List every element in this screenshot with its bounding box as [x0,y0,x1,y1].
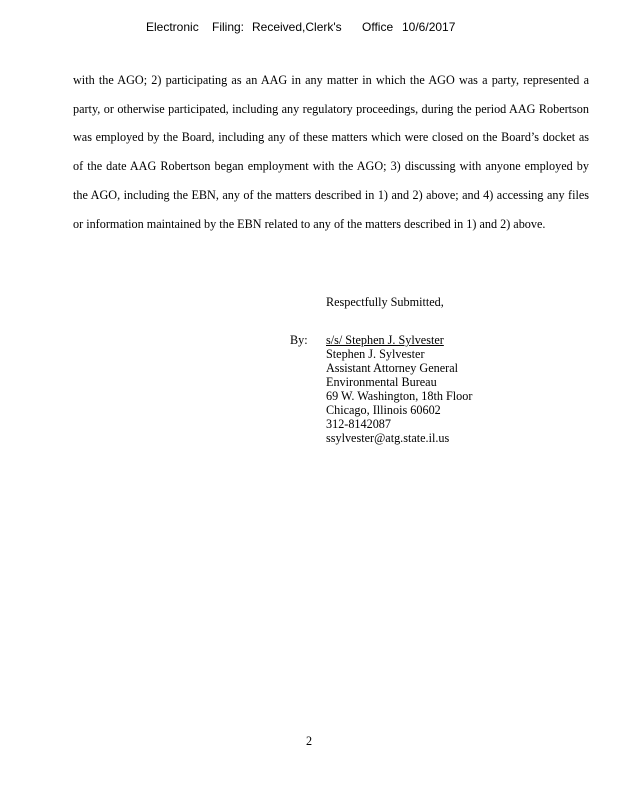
signer-address: 69 W. Washington, 18th Floor [326,389,473,403]
signer-bureau: Environmental Bureau [326,375,437,389]
closing-line: Respectfully Submitted, [326,295,444,309]
by-label: By: [290,333,308,347]
signature-line: s/s/ Stephen J. Sylvester [326,333,444,347]
header-received: Received,Clerk's [252,20,342,34]
signer-phone: 312-8142087 [326,417,391,431]
signer-title: Assistant Attorney General [326,361,459,375]
body-paragraph: with the AGO; 2) participating as an AAG in any matter in which the AGO was a party, represented a party, or otherwise participated, including any regulatory proceedings, during the period AAG Robertson was employed by the Board, including any of these matters which were closed on the Board’s docket as of the date AAG Robertson began employment with the AGO; 3) discussing with anyone employed by the AGO, including the EBN, any of the matters described in 1) and 2) above; and 4) accessing any files or information maintained by the EBN related to any of the matters described in 1) and 2) above. [73,73,589,231]
filing-stamp-header [146,20,455,34]
signature-block [326,333,472,445]
header-office: Office [362,20,394,34]
header-electronic: Electronic [146,20,199,34]
header-date: 10/6/2017 [402,20,456,34]
page-number: 2 [305,734,313,748]
signer-city: Chicago, Illinois 60602 [326,403,441,417]
signer-name: Stephen J. Sylvester [326,347,425,361]
header-filing: Filing: [212,20,245,34]
signer-email: ssylvester@atg.state.il.us [326,431,450,445]
